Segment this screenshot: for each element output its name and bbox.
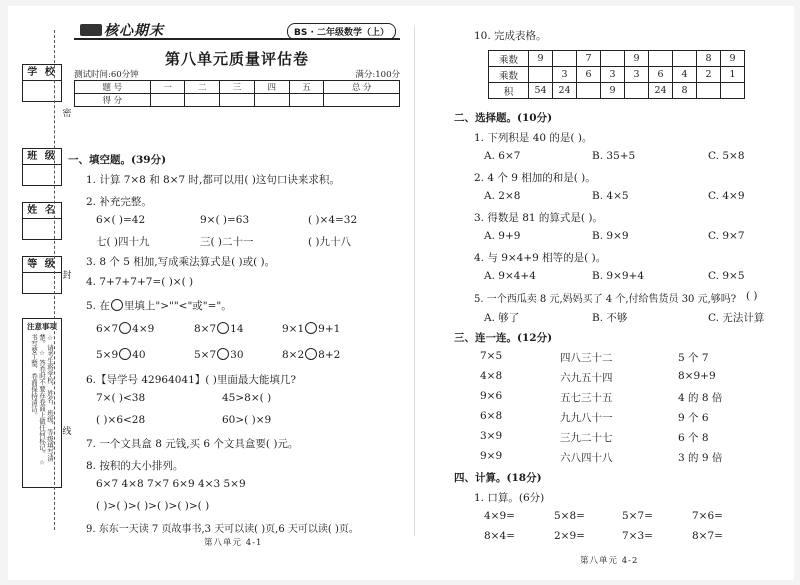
answer-circle[interactable] xyxy=(119,322,131,334)
calc-item[interactable]: 2×9= xyxy=(554,530,585,542)
q5-expr: 4×9 xyxy=(132,323,155,335)
school-label: 学 校 xyxy=(23,65,61,81)
q5-row-1b xyxy=(194,322,244,335)
calc-item[interactable]: 5×7= xyxy=(622,510,653,522)
compare-circle-icon xyxy=(111,299,123,311)
link-right-2[interactable]: 8×9+9 xyxy=(678,370,716,382)
fill-cell[interactable] xyxy=(601,51,625,67)
fill-head: 乘数 xyxy=(489,67,529,83)
link-right-5[interactable]: 6 个 8 xyxy=(678,432,709,444)
q6-item-b: 45>8×( ) xyxy=(222,392,272,404)
choice-2-c[interactable]: C. 4×9 xyxy=(708,190,745,202)
fill-cell[interactable]: 6 xyxy=(577,67,601,83)
score-input-cell[interactable] xyxy=(289,94,324,107)
fill-cell[interactable] xyxy=(577,83,601,99)
choice-5-b[interactable]: B. 不够 xyxy=(592,312,628,324)
q2-item-b: 9×( )=63 xyxy=(200,214,250,226)
meta-row xyxy=(74,68,400,80)
link-left-2[interactable]: 4×8 xyxy=(480,370,503,382)
fill-cell[interactable] xyxy=(721,83,745,99)
fill-cell[interactable]: 9 xyxy=(529,51,553,67)
fill-cell[interactable] xyxy=(553,51,577,67)
q5-expr: 5×9 xyxy=(96,349,119,361)
answer-circle[interactable] xyxy=(217,322,229,334)
logo-text: 核心期末 xyxy=(104,23,164,39)
calc-item[interactable]: 8×4= xyxy=(484,530,515,542)
fill-cell[interactable]: 2 xyxy=(697,67,721,83)
link-left-4[interactable]: 6×8 xyxy=(480,410,503,422)
train-logo-icon xyxy=(80,24,102,36)
fill-cell[interactable]: 8 xyxy=(697,51,721,67)
notice-title: 注意事项 xyxy=(27,322,57,331)
choice-3-b[interactable]: B. 9×9 xyxy=(592,230,629,242)
fill-cell[interactable]: 8 xyxy=(673,83,697,99)
seal-char-feng: 封 xyxy=(62,268,72,281)
q5-row-2b xyxy=(194,348,244,361)
question-4: 4. 7+7+7+7=( )×( ) xyxy=(86,276,194,288)
fill-cell[interactable]: 3 xyxy=(625,67,649,83)
brand-logo xyxy=(80,20,164,40)
section-1-title: 一、填空题。(39分) xyxy=(68,154,167,166)
class-label: 班 级 xyxy=(23,149,61,165)
q5-expr: 30 xyxy=(230,349,244,361)
header-band xyxy=(74,18,400,40)
choice-5-paren[interactable]: ( ) xyxy=(746,290,758,302)
left-footer: 第八单元 4-1 xyxy=(204,538,263,548)
score-cell: 五 xyxy=(289,81,324,94)
q2-item-c: ( )×4=32 xyxy=(308,214,358,226)
exam-sheet xyxy=(8,6,794,580)
score-cell: 二 xyxy=(185,81,220,94)
calc-item[interactable]: 7×6= xyxy=(692,510,723,522)
choice-2-b[interactable]: B. 4×5 xyxy=(592,190,629,202)
choice-5-c[interactable]: C. 无法计算 xyxy=(708,312,765,324)
fill-cell[interactable]: 4 xyxy=(673,67,697,83)
fill-cell[interactable]: 3 xyxy=(553,67,577,83)
page-divider xyxy=(414,26,415,536)
seal-char-xian: 线 xyxy=(62,424,72,437)
q6-item-c: ( )×6<28 xyxy=(96,414,146,426)
full-score: 满分:100分 xyxy=(355,70,400,80)
class-blank[interactable] xyxy=(23,165,61,185)
test-time: 测试时间:60分钟 xyxy=(74,70,139,80)
choice-3-a[interactable]: A. 9+9 xyxy=(484,230,521,242)
fill-head: 乘数 xyxy=(489,51,529,67)
link-mid-5[interactable]: 三九二十七 xyxy=(560,432,613,444)
q2-item-e: 三( )二十一 xyxy=(200,236,254,248)
q5-expr: 9+1 xyxy=(318,323,341,335)
choice-4: 4. 与 9×4+9 相等的是( )。 xyxy=(474,252,607,264)
q2-item-d: 七( )四十九 xyxy=(96,236,150,248)
q5-expr: 9×1 xyxy=(282,323,305,335)
answer-circle[interactable] xyxy=(305,348,317,360)
answer-circle[interactable] xyxy=(119,348,131,360)
q6-item-d: 60>( )×9 xyxy=(222,414,272,426)
q5-row-1 xyxy=(96,322,154,335)
link-right-4[interactable]: 9 个 6 xyxy=(678,412,709,424)
link-mid-1[interactable]: 四八三十二 xyxy=(560,352,613,364)
fill-cell[interactable] xyxy=(649,51,673,67)
q5-row-2 xyxy=(96,348,146,361)
school-field[interactable] xyxy=(22,64,62,102)
question-9: 9. 东东一天读 7 页故事书,3 天可以读( )页,6 天可以读( )页。 xyxy=(86,524,359,535)
fill-head: 积 xyxy=(489,83,529,99)
score-cell: 四 xyxy=(254,81,289,94)
score-input-cell[interactable] xyxy=(185,94,220,107)
choice-1: 1. 下列积是 40 的是( )。 xyxy=(474,132,593,144)
question-8: 8. 按积的大小排列。 xyxy=(86,460,184,472)
fill-cell[interactable]: 9 xyxy=(625,51,649,67)
score-cell: 一 xyxy=(150,81,185,94)
q2-item-a: 6×( )=42 xyxy=(96,214,146,226)
right-footer: 第八单元 4-2 xyxy=(580,556,639,566)
fill-row-factor-2 xyxy=(489,67,745,83)
link-left-5[interactable]: 3×9 xyxy=(480,430,503,442)
question-1: 1. 计算 7×8 和 8×7 时,都可以用( )这句口诀来求积。 xyxy=(86,174,340,186)
calc-item[interactable]: 8×7= xyxy=(692,530,723,542)
binding-dashed-line xyxy=(54,30,55,530)
choice-1-c[interactable]: C. 5×8 xyxy=(708,150,745,162)
question-2: 2. 补充完整。 xyxy=(86,196,152,208)
calc-item[interactable]: 4×9= xyxy=(484,510,515,522)
score-cell: 题 号 xyxy=(75,81,151,94)
paper-title: 第八单元质量评估卷 xyxy=(164,50,309,68)
answer-circle[interactable] xyxy=(305,322,317,334)
seal-char-mi: 密 xyxy=(62,106,72,119)
score-input-cell[interactable] xyxy=(254,94,289,107)
school-blank[interactable] xyxy=(23,81,61,101)
fill-cell[interactable]: 24 xyxy=(553,83,577,99)
score-table xyxy=(74,80,400,107)
question-3: 3. 8 个 5 相加,写成乘法算式是( )或( )。 xyxy=(86,256,276,268)
grade-tag: BS · 二年级数学（上） xyxy=(287,23,396,40)
link-mid-4[interactable]: 九九八十一 xyxy=(560,412,613,424)
choice-3-c[interactable]: C. 9×7 xyxy=(708,230,745,242)
class-field[interactable] xyxy=(22,148,62,186)
q5-row-1c xyxy=(282,322,340,335)
q2-item-f: ( )九十八 xyxy=(308,236,352,248)
score-input-cell[interactable] xyxy=(220,94,255,107)
section-4-title: 四、计算。(18分) xyxy=(454,472,542,484)
fill-cell[interactable]: 54 xyxy=(529,83,553,99)
question-6: 6.【导学号 42964041】( )里面最大能填几? xyxy=(86,374,296,386)
choice-4-b[interactable]: B. 9×9+4 xyxy=(592,270,645,282)
score-input-cell[interactable] xyxy=(150,94,185,107)
fill-row-product xyxy=(489,83,745,99)
fill-cell[interactable] xyxy=(625,83,649,99)
link-left-1[interactable]: 7×5 xyxy=(480,350,503,362)
q5-prefix: 5. 在 xyxy=(86,300,110,312)
score-input-cell[interactable] xyxy=(324,94,400,107)
choice-4-a[interactable]: A. 9×4+4 xyxy=(484,270,536,282)
question-5 xyxy=(86,298,232,313)
score-cell: 得 分 xyxy=(75,94,151,107)
binding-strip xyxy=(22,36,64,526)
calc-item[interactable]: 5×8= xyxy=(554,510,585,522)
link-right-1[interactable]: 5 个 7 xyxy=(678,352,709,364)
name-blank[interactable] xyxy=(23,219,61,239)
q5-expr: 8+2 xyxy=(318,349,341,361)
choice-5-a[interactable]: A. 够了 xyxy=(484,312,520,324)
fill-row-factor-1 xyxy=(489,51,745,67)
level-field[interactable] xyxy=(22,256,62,294)
answer-circle[interactable] xyxy=(217,348,229,360)
notice-box xyxy=(22,318,62,488)
fill-cell[interactable]: 9 xyxy=(601,83,625,99)
choice-1-a[interactable]: A. 6×7 xyxy=(484,150,521,162)
choice-3: 3. 得数是 81 的算式是( )。 xyxy=(474,212,603,224)
q5-row-2c xyxy=(282,348,340,361)
q8-order: ( )>( )>( )>( )>( )>( ) xyxy=(96,500,210,512)
fill-cell[interactable]: 24 xyxy=(649,83,673,99)
fill-cell[interactable]: 9 xyxy=(721,51,745,67)
fill-cell[interactable] xyxy=(529,67,553,83)
level-blank[interactable] xyxy=(23,273,61,293)
notice-body: ☆ 请考生将学校、姓名、班级、等级填写清楚。 ☆ 答卷时不要在卷面上做任何标记。 ☆ 书写要工整、卷面保持清洁。 xyxy=(30,334,54,467)
question-7: 7. 一个文具盒 8 元钱,买 6 个文具盒要( )元。 xyxy=(86,438,299,450)
link-right-6[interactable]: 3 的 9 倍 xyxy=(678,452,723,464)
link-left-3[interactable]: 9×6 xyxy=(480,390,503,402)
choice-2: 2. 4 个 9 相加的和是( )。 xyxy=(474,172,596,184)
score-table-header-row xyxy=(75,81,400,94)
fill-cell[interactable] xyxy=(697,83,721,99)
score-table-score-row xyxy=(75,94,400,107)
choice-4-c[interactable]: C. 9×5 xyxy=(708,270,745,282)
score-cell: 总 分 xyxy=(324,81,400,94)
fill-cell[interactable]: 6 xyxy=(649,67,673,83)
q5-expr: 5×7 xyxy=(194,349,217,361)
fill-cell[interactable]: 7 xyxy=(577,51,601,67)
q5-expr: 8×2 xyxy=(282,349,305,361)
q8-items: 6×7 4×8 7×7 6×9 4×3 5×9 xyxy=(96,478,246,490)
q5-expr: 8×7 xyxy=(194,323,217,335)
choice-2-a[interactable]: A. 2×8 xyxy=(484,190,521,202)
q5-suffix: 里填上">""<"或"="。 xyxy=(123,300,232,312)
q6-item-a: 7×( )<38 xyxy=(96,392,146,404)
q5-expr: 14 xyxy=(230,323,244,335)
name-field[interactable] xyxy=(22,202,62,240)
link-left-6[interactable]: 9×9 xyxy=(480,450,503,462)
link-mid-6[interactable]: 六八四十八 xyxy=(560,452,613,464)
section-3-title: 三、连一连。(12分) xyxy=(454,332,553,344)
section-2-title: 二、选择题。(10分) xyxy=(454,112,553,124)
link-mid-2[interactable]: 六九五十四 xyxy=(560,372,613,384)
fill-cell[interactable] xyxy=(673,51,697,67)
calc-item[interactable]: 7×3= xyxy=(622,530,653,542)
level-label: 等 级 xyxy=(23,257,61,273)
fill-cell[interactable]: 1 xyxy=(721,67,745,83)
question-10: 10. 完成表格。 xyxy=(474,30,547,42)
q5-expr: 6×7 xyxy=(96,323,119,335)
choice-5: 5. 一个西瓜卖 8 元,妈妈买了 4 个,付给售货员 30 元,够吗? xyxy=(474,294,737,305)
score-cell: 三 xyxy=(220,81,255,94)
fill-cell[interactable]: 3 xyxy=(601,67,625,83)
link-mid-3[interactable]: 五七三十五 xyxy=(560,392,613,404)
fill-table xyxy=(488,50,745,99)
choice-1-b[interactable]: B. 35+5 xyxy=(592,150,636,162)
calc-1-title: 1. 口算。(6分) xyxy=(474,492,545,504)
q5-expr: 40 xyxy=(132,349,146,361)
link-right-3[interactable]: 4 的 8 倍 xyxy=(678,392,723,404)
name-label: 姓 名 xyxy=(23,203,61,219)
